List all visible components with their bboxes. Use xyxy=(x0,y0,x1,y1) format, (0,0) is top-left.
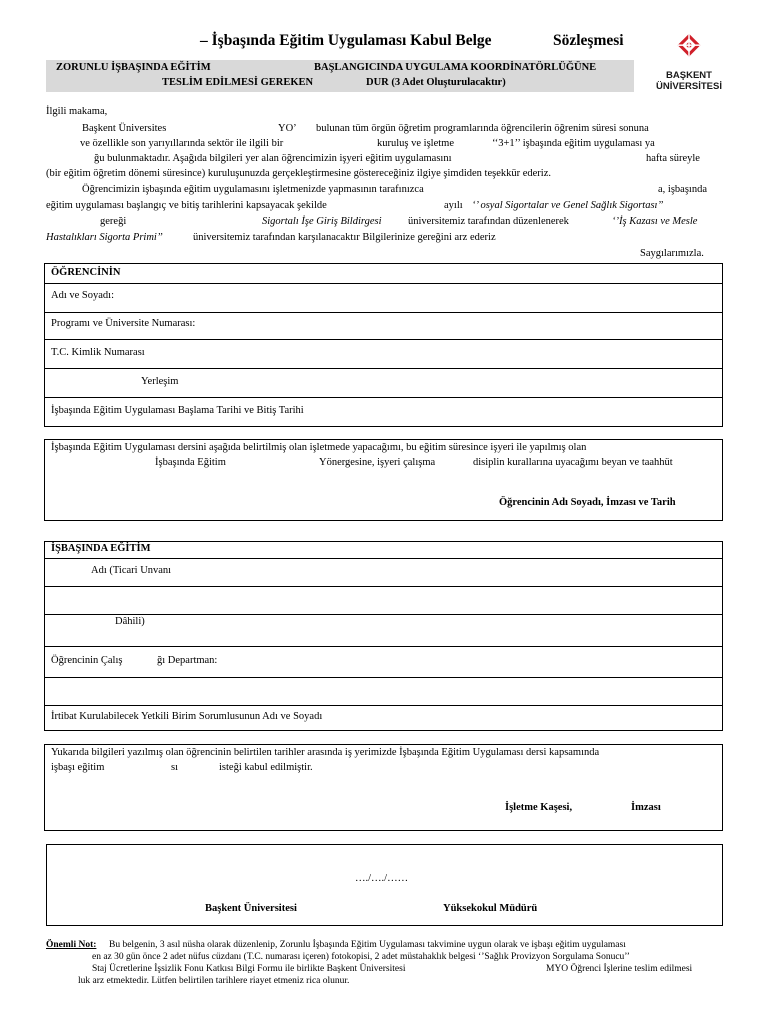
letter-l8b: üniversitemiz tarafından karşılanacaktır Bilgilerinize gereğini arz ederiz xyxy=(193,232,496,243)
acceptance-line-2b: sı xyxy=(171,762,179,773)
workplace-table xyxy=(44,541,723,731)
letter-l7d: ‘’İş Kazası ve Mesle xyxy=(612,216,698,227)
band-text-1b: BAŞLANGICINDA UYGULAMA KOORDİNATÖRLÜĞÜNE xyxy=(314,62,597,73)
school-approval xyxy=(46,844,723,926)
letter-l1c: bulunan tüm örgün öğretim programlarında öğrencilerin öğrenim süresi sonuna xyxy=(316,123,649,134)
approval-school-director[interactable]: Yüksekokul Müdürü xyxy=(443,903,538,914)
declaration-line-2a: İşbaşında Eğitim xyxy=(155,457,226,468)
letter-l8a: Hastalıkları Sigorta Primi’’ xyxy=(46,232,163,243)
letter-l4: (bir eğitim öğretim dönemi süresince) kuruluşunuzda gerçekleştirmesine göstereceğiniz ilgiye şimdiden teşekkür ederiz. xyxy=(46,168,552,179)
workplace-name-label[interactable]: Adı (Ticari Unvanı xyxy=(91,565,172,576)
student-signature-label[interactable]: Öğrencinin Adı Soyadı, İmzası ve Tarih xyxy=(499,497,676,508)
student-heading: ÖĞRENCİNİN xyxy=(51,267,121,278)
student-tc-label[interactable]: T.C. Kimlik Numarası xyxy=(51,347,145,358)
letter-l2a: ve özellikle son yarıyıllarında sektör ile ilgili bir xyxy=(80,138,284,149)
note-line-3b: MYO Öğrenci İşlerine teslim edilmesi xyxy=(546,964,693,974)
document-title: – İşbaşında Eğitim Uygulaması Kabul Belge xyxy=(200,32,492,49)
letter-l1a: Başkent Üniversites xyxy=(82,123,167,134)
letter-closing: Saygılarımızla. xyxy=(640,248,704,259)
letter-l2c: ‘‘3+1’’ işbaşında eğitim uygulaması ya xyxy=(492,138,655,149)
baskent-logo-icon xyxy=(650,34,728,70)
approval-university: Başkent Üniversitesi xyxy=(205,903,297,914)
student-residence-label[interactable]: Yerleşim xyxy=(141,376,179,387)
workplace-heading: İŞBAŞINDA EĞİTİM xyxy=(51,543,151,554)
declaration-line-2c: disiplin kurallarına uyacağımı beyan ve taahhüt xyxy=(473,457,673,468)
workplace-extension-label[interactable]: Dâhili) xyxy=(115,616,145,627)
note-line-2: en az 30 gün önce 2 adet nüfus cüzdanı (T.C. numarası içeren) fotokopisi, 2 adet müstahaklık belgesi ‘’Sağlık Provizyon Sorgulama Sonucu’’ xyxy=(92,952,630,962)
letter-l1b: YO’ xyxy=(278,123,297,134)
student-dates-label[interactable]: İşbaşında Eğitim Uygulaması Başlama Tarihi ve Bitiş Tarihi xyxy=(51,405,304,416)
student-table xyxy=(44,263,723,427)
salutation: İlgili makama, xyxy=(46,106,108,117)
student-declaration xyxy=(44,439,723,521)
letter-l7a: gereği xyxy=(100,216,127,227)
letter-l3b: hafta süreyle xyxy=(646,153,700,164)
letter-l5b: a, işbaşında xyxy=(658,184,707,195)
workplace-department-label-a[interactable]: Öğrencinin Çalış xyxy=(51,655,123,666)
acceptance-line-2a: işbaşı eğitim xyxy=(51,762,105,773)
letter-l5a: Öğrencimizin işbaşında eğitim uygulamasını işletmenizde yapmasının tarafınızca xyxy=(82,184,424,195)
company-stamp-label[interactable]: İşletme Kaşesi, xyxy=(505,802,573,813)
workplace-contact-label[interactable]: İrtibat Kurulabilecek Yetkili Birim Sorumlusunun Adı ve Soyadı xyxy=(51,711,323,722)
note-label: Önemli Not: xyxy=(46,940,97,950)
workplace-department-label-b[interactable]: ğı Departman: xyxy=(157,655,218,666)
logo-line-2: ÜNİVERSİTESİ xyxy=(656,81,722,92)
note-line-3a: Staj Ücretlerine İşsizlik Fonu Katkısı Bilgi Formu ile birlikte Başkent Üniversitesi xyxy=(92,964,406,974)
company-signature-label[interactable]: İmzası xyxy=(631,802,661,813)
letter-l6c: ‘’ osyal Sigortalar ve Genel Sağlık Sigortası’’ xyxy=(472,200,664,211)
band-text-1a: ZORUNLU İŞBAŞINDA EĞİTİM xyxy=(56,62,211,73)
document-title-suffix: Sözleşmesi xyxy=(553,32,624,49)
letter-l3a: ğu bulunmaktadır. Aşağıda bilgileri yer alan öğrencimizin işyeri eğitim uygulamasını xyxy=(94,153,452,164)
band-text-2b: DUR (3 Adet Oluşturulacaktır) xyxy=(366,77,506,88)
letter-l6a: eğitim uygulaması başlangıç ve bitiş tarihlerini kapsayacak şekilde xyxy=(46,200,327,211)
workplace-acceptance xyxy=(44,744,723,831)
note-line-1: Bu belgenin, 3 asıl nüsha olarak düzenlenip, Zorunlu İşbaşında Eğitim Uygulaması takvimine uygun olarak ve işbaşı eğitim uygulaması xyxy=(109,940,626,950)
logo-wordmark xyxy=(650,70,728,92)
band-text-2a: TESLİM EDİLMESİ GEREKEN xyxy=(162,77,314,88)
letter-l7b: Sigortalı İşe Giriş Bildirgesi xyxy=(262,216,382,227)
declaration-line-1: İşbaşında Eğitim Uygulaması dersini aşağıda belirtilmiş olan işletmede yapacağımı, bu eğitim süresince işyeri ile yapılmış olan xyxy=(51,442,587,453)
student-name-label[interactable]: Adı ve Soyadı: xyxy=(51,290,114,301)
letter-l7c: üniversitemiz tarafından düzenlenerek xyxy=(408,216,569,227)
approval-date-field[interactable]: …./…./…… xyxy=(355,873,409,884)
declaration-line-2b: Yönergesine, işyeri çalışma xyxy=(319,457,436,468)
logo-line-1: BAŞKENT xyxy=(666,70,712,81)
letter-l2b: kuruluş ve işletme xyxy=(377,138,454,149)
acceptance-line-2c: isteği kabul edilmiştir. xyxy=(219,762,313,773)
student-program-label[interactable]: Programı ve Üniversite Numarası: xyxy=(51,318,196,329)
acceptance-line-1: Yukarıda bilgileri yazılmış olan öğrencinin belirtilen tarihler arasında iş yerimizde İşbaşında Eğitim Uygulaması dersi kapsamında xyxy=(51,747,600,758)
letter-l6b: ayılı xyxy=(444,200,463,211)
note-line-4: luk arz etmektedir. Lütfen belirtilen tarihlere riayet etmeniz rica olunur. xyxy=(78,976,350,986)
